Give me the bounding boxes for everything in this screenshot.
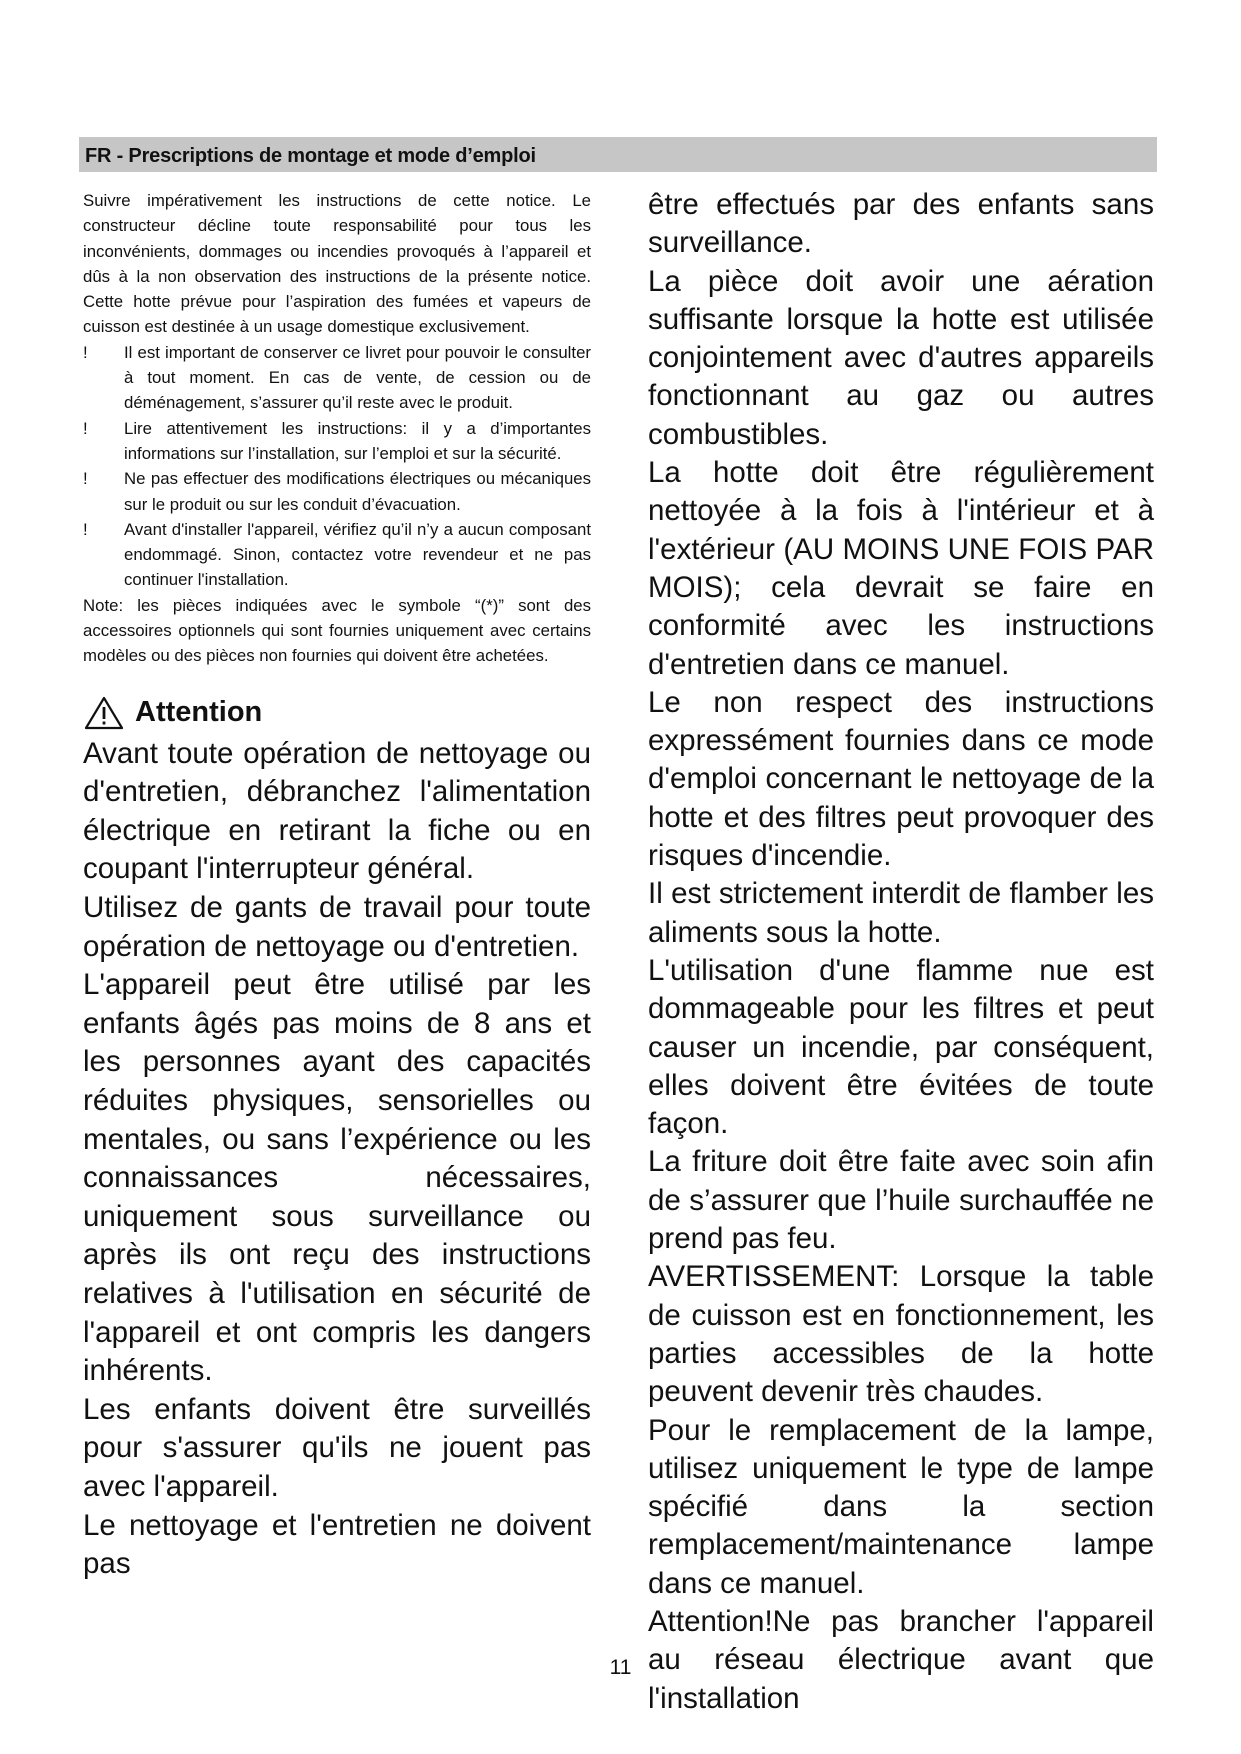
body-paragraph: La friture doit être faite avec soin afin de s’assurer que l’huile surchauffée ne prend pas feu.	[648, 1145, 1154, 1256]
warning-text: Lire attentivement les instructions: il y a d’importantes informations sur l’installation, sur l’emploi et sur la sécurité.	[124, 418, 591, 463]
warning-text: Il est important de conserver ce livret pour pouvoir le consulter à tout moment. En cas de vente, de cession ou de déménagement, s’assurer qu’il reste avec le produit.	[124, 342, 591, 413]
body-paragraph: être effectués par des enfants sans surveillance.	[648, 188, 1154, 260]
warning-item	[83, 466, 591, 517]
exclamation-marker: !	[83, 342, 88, 362]
warning-list	[83, 340, 591, 593]
body-paragraph: La pièce doit avoir une aération suffisante lorsque la hotte est utilisée conjointement avec d'autres appareils fonctionnant au gaz ou autres combustibles.	[648, 264, 1154, 451]
body-paragraph: L'utilisation d'une flamme nue est dommageable pour les filtres et peut causer un incendie, par conséquent, elles doivent être évitées de toute façon.	[648, 953, 1154, 1141]
warning-triangle-icon	[83, 695, 125, 731]
section-title: FR - Prescriptions de montage et mode d’emploi	[85, 145, 536, 167]
warning-item	[83, 340, 591, 416]
exclamation-marker: !	[83, 418, 88, 438]
body-paragraph: Utilisez de gants de travail pour toute opération de nettoyage ou d'entretien.	[83, 891, 591, 963]
warning-item	[83, 517, 591, 593]
body-paragraph: La hotte doit être régulièrement nettoyée à la fois à l'intérieur et à l'extérieur (AU MOINS UNE FOIS PAR MOIS); cela devrait se faire en conformité avec les instructions d'entretien dans ce manuel.	[648, 456, 1154, 681]
right-column	[648, 186, 1154, 1718]
attention-heading-text: Attention	[135, 696, 263, 729]
body-paragraph: Les enfants doivent être surveillés pour s'assurer qu'ils ne jouent pas avec l'appareil.	[83, 1392, 591, 1503]
left-column	[83, 188, 591, 1584]
exclamation-marker: !	[83, 519, 88, 539]
note-paragraph	[83, 593, 591, 669]
exclamation-marker: !	[83, 469, 88, 489]
body-paragraph: Pour le remplacement de la lampe, utilisez uniquement le type de lampe spécifié dans la section remplacement/maintenance lampe dans ce manuel.	[648, 1413, 1154, 1600]
body-paragraph: L'appareil peut être utilisé par les enfants âgés pas moins de 8 ans et les personnes ayant des capacités réduites physiques, sensorielles ou mentales, ou sans l’expérience ou les connaissances nécessaires, uniquement sous surveillance ou après ils ont reçu des instructions relatives à l'utilisation en sécurité de l'appareil et ont compris les dangers inhérents.	[83, 968, 591, 1388]
body-paragraph: Attention!Ne pas brancher l'appareil au réseau électrique avant que l'installation	[648, 1604, 1154, 1715]
note-label: Note:	[83, 595, 124, 615]
body-paragraph: Avant toute opération de nettoyage ou d'entretien, débranchez l'alimentation électrique en retirant la fiche ou en coupant l'interrupteur général.	[83, 736, 591, 886]
intro-paragraph: Suivre impérativement les instructions de cette notice. Le constructeur décline toute responsabilité pour tous les inconvénients, dommages ou incendies provoqués à l’appareil et dûs à la non observation des instructions de la présente notice. Cette hotte prévue pour l’aspiration des fumées et vapeurs de cuisson est destinée à un usage domestique exclusivement.	[83, 191, 591, 337]
warning-text: Ne pas effectuer des modifications électriques ou mécaniques sur le produit ou sur les conduit d’évacuation.	[124, 469, 591, 514]
section-header-bar	[79, 137, 1157, 172]
body-paragraph: Le nettoyage et l'entretien ne doivent pas	[83, 1508, 591, 1581]
warning-text: Avant d'installer l'appareil, vérifiez qu’il n’y a aucun composant endommagé. Sinon, contactez votre revendeur et ne pas continuer l'installation.	[124, 519, 591, 590]
body-paragraph: Il est strictement interdit de flamber les aliments sous la hotte.	[648, 877, 1154, 949]
page-number: 11	[609, 1656, 632, 1679]
body-paragraph: Le non respect des instructions expressément fournies dans ce mode d'emploi concernant le nettoyage de la hotte et des filtres peut provoquer des risques d'incendie.	[648, 685, 1154, 873]
attention-heading	[83, 691, 591, 735]
warning-item	[83, 416, 591, 467]
note-text: les pièces indiquées avec le symbole “(*)” sont des accessoires optionnels qui sont fournies uniquement avec certains modèles ou des pièces non fournies qui doivent être achetées.	[83, 595, 591, 666]
body-paragraph: AVERTISSEMENT: Lorsque la table de cuisson est en fonctionnement, les parties accessibles de la hotte peuvent devenir très chaudes.	[648, 1260, 1154, 1409]
